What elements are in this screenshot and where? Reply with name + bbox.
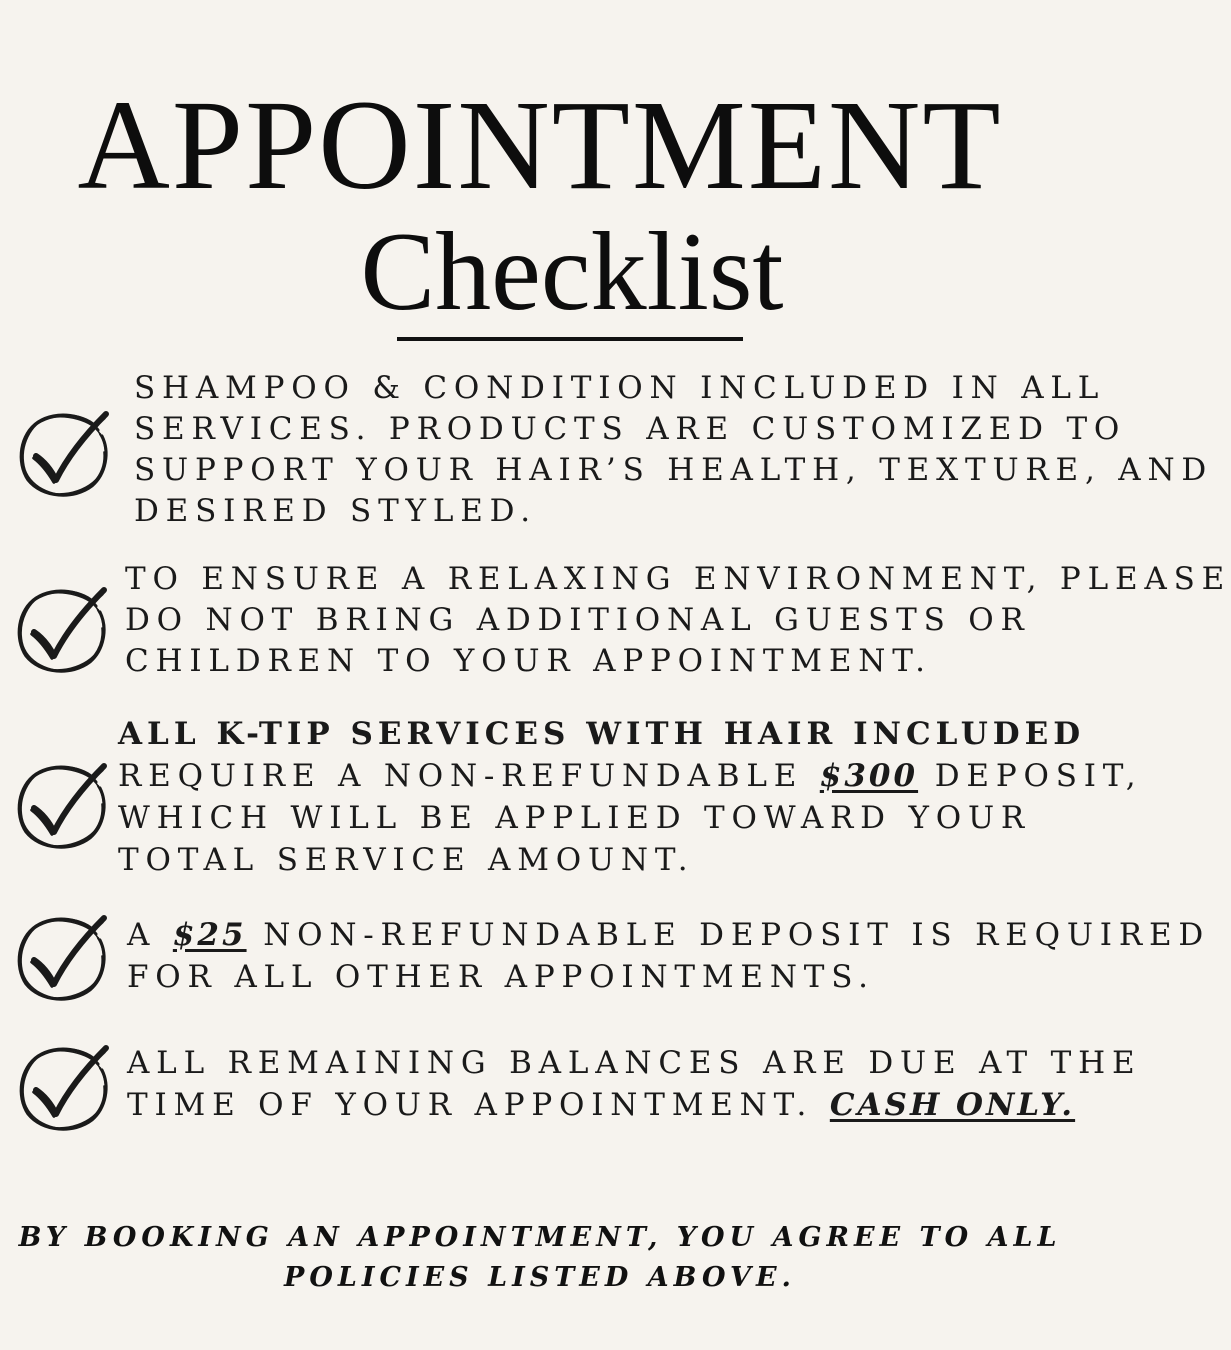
deposit-amount-300: $300 — [819, 758, 919, 794]
checkmark-circle-icon — [12, 406, 112, 502]
footer-line: POLICIES LISTED ABOVE. — [284, 1262, 796, 1293]
item-bold-line: ALL K-TIP SERVICES WITH HAIR INCLUDED — [118, 716, 1086, 752]
item-text-line — [118, 755, 1142, 797]
title-checklist: Checklist — [360, 210, 784, 334]
checkmark-circle-icon — [10, 758, 110, 854]
item-text-line — [127, 914, 1210, 956]
checkmark-circle-icon — [12, 1040, 112, 1136]
cash-only-emphasis: CASH ONLY. — [829, 1087, 1076, 1123]
item-text-segment: NON-REFUNDABLE DEPOSIT IS REQUIRED — [246, 917, 1211, 953]
item-text-line: SUPPORT YOUR HAIR’S HEALTH, TEXTURE, AND — [134, 452, 1214, 488]
deposit-amount-25: $25 — [172, 917, 247, 953]
item-text-line: SERVICES. PRODUCTS ARE CUSTOMIZED TO — [134, 411, 1127, 447]
checklist-item-no-guests — [125, 559, 1231, 682]
title-underline — [397, 337, 743, 341]
item-text-line: CHILDREN TO YOUR APPOINTMENT. — [125, 643, 932, 679]
checklist-item-balances — [127, 1042, 1141, 1126]
item-text-segment: A — [127, 917, 173, 953]
item-text-segment: REQUIRE A NON-REFUNDABLE — [118, 758, 820, 794]
item-text-line: ALL REMAINING BALANCES ARE DUE AT THE — [127, 1045, 1142, 1081]
item-text-segment: TIME OF YOUR APPOINTMENT. — [127, 1087, 830, 1123]
footer-line: BY BOOKING AN APPOINTMENT, YOU AGREE TO ALL — [18, 1222, 1062, 1253]
item-text-line: DO NOT BRING ADDITIONAL GUESTS OR — [125, 602, 1031, 638]
item-text-line: FOR ALL OTHER APPOINTMENTS. — [127, 959, 875, 995]
item-text-line — [127, 1084, 1141, 1126]
title-appointment: APPOINTMENT — [77, 74, 1003, 216]
item-text-line: TOTAL SERVICE AMOUNT. — [118, 842, 695, 878]
item-text-line: TO ENSURE A RELAXING ENVIRONMENT, PLEASE — [125, 561, 1231, 597]
item-text-segment: DEPOSIT, — [918, 758, 1143, 794]
checklist-item-ktip-deposit — [118, 713, 1142, 881]
checklist-item-other-deposit — [127, 914, 1210, 998]
item-text-line: WHICH WILL BE APPLIED TOWARD YOUR — [118, 800, 1032, 836]
checkmark-circle-icon — [10, 910, 110, 1006]
item-text-line: SHAMPOO & CONDITION INCLUDED IN ALL — [134, 370, 1106, 406]
checklist-item-shampoo — [134, 368, 1213, 532]
policy-agreement-footer — [0, 1218, 1080, 1298]
checkmark-circle-icon — [10, 582, 110, 678]
item-text-line: DESIRED STYLED. — [134, 493, 537, 529]
